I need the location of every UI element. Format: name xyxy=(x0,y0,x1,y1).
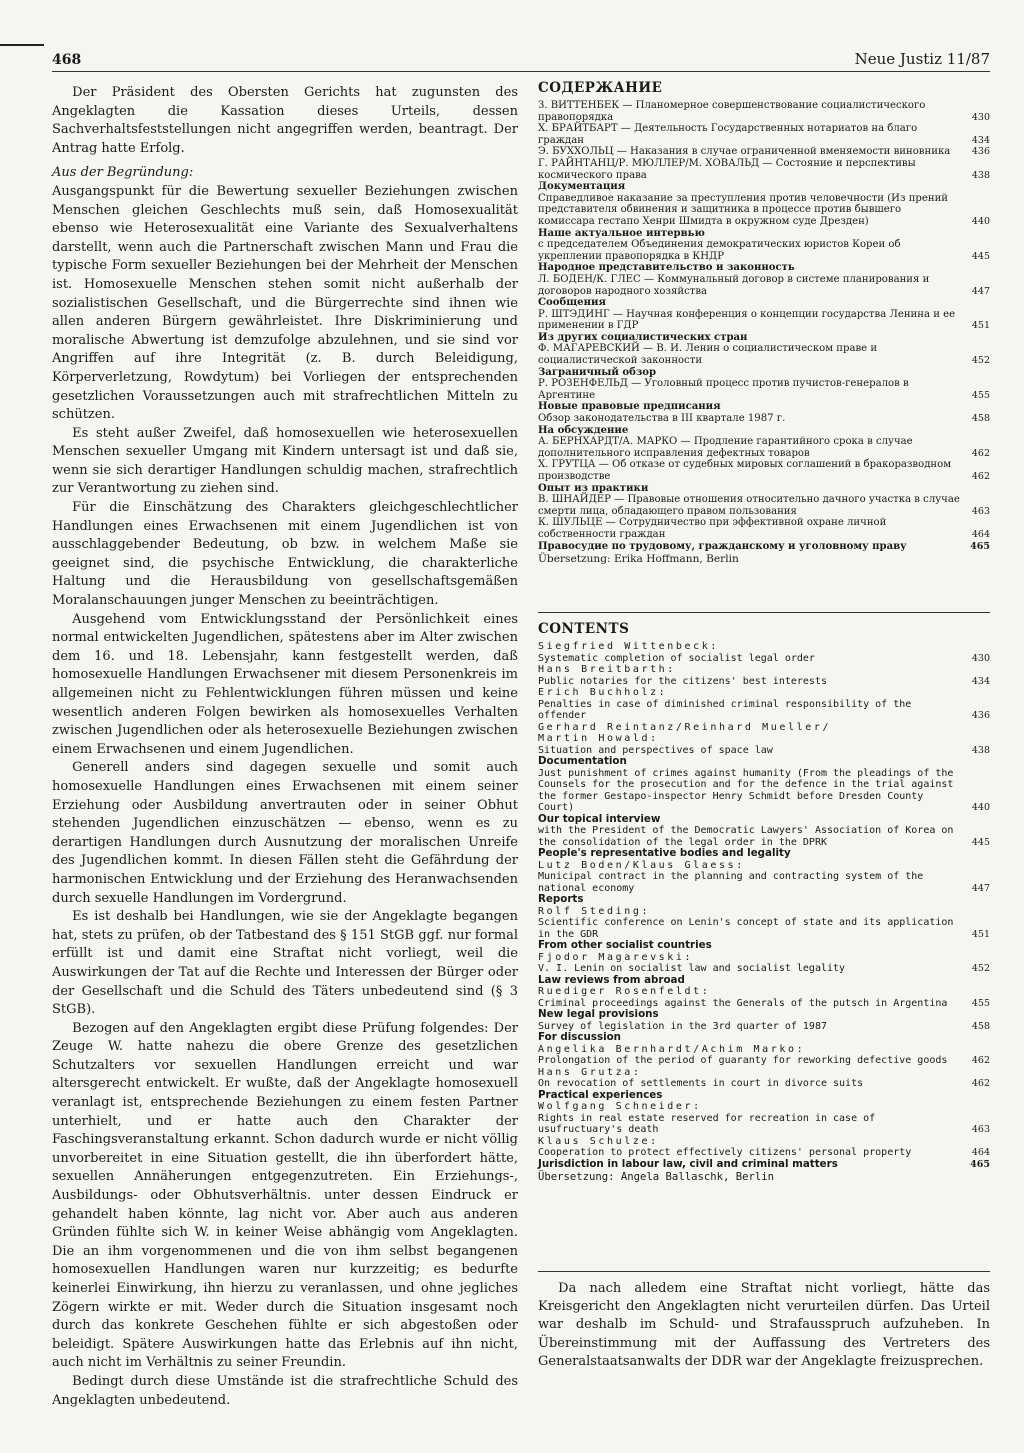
article-paragraph: Bezogen auf den Angeklagten ergibt diese Prüfung folgendes: Der Zeuge W. hatte nahezu die obere Grenze des gesetzlichen Schutzalters vor sexuellen Handlungen erreicht und war altersgerecht entwickelt. Er wußte, daß der Angeklagte homosexuell veranlagt ist, entsprechende Beziehungen zu einem festen Partner unterhielt, und er hatte auch den Charakter der Faschingsveranstaltung erkannt. Schon dadurch wurde er nicht völlig unvorbereitet in eine Situation gestellt, die ihn überfordert hätte, sexuellen Annäherungen entgegenzutreten. Ein Erziehungs-, Ausbildungs- oder Obhutsverhältnis. unter dessen Eindruck er gehandelt haben könnte, lag nicht vor. Aber auch aus anderen Gründen fühlte sich W. in keiner Weise abhängig vom Angeklagten. Die an ihm vorgenommenen und die von ihm selbst begangenen homosexuellen Handlungen waren nur kurzzeitig; es bedurfte keinerlei Einwirkung, ihn hierzu zu veranlassen, und ohne jegliches Zögern wirkte er mit. Weder durch die Situation insgesamt noch durch das konkrete Geschehen fühlte er sich abgestoßen oder beleidigt. Spätere Auswirkungen hatte das Erlebnis auf ihn nicht, auch nicht im Verhältnis zu seiner Freundin. xyxy=(52,1020,518,1371)
toc-entry-text: Klaus Schulze: xyxy=(538,1135,659,1147)
toc-entry-text: На обсуждение xyxy=(538,424,629,436)
russian-contents-title: СОДЕРЖАНИЕ xyxy=(538,80,663,96)
toc-author xyxy=(538,722,990,734)
toc-entry xyxy=(538,436,990,459)
toc-page-number: 438 xyxy=(971,744,990,756)
toc-entry-text: Law reviews from abroad xyxy=(538,973,685,986)
toc-entry-text: Hans Grutza: xyxy=(538,1066,642,1078)
toc-entry-text: Scientific conference on Lenin's concept of state and its application in the GDR xyxy=(538,917,954,940)
toc-section-heading xyxy=(538,262,990,274)
toc-page-number: 462 xyxy=(971,471,990,482)
toc-page-number: 440 xyxy=(971,215,990,227)
toc-page-number: 452 xyxy=(971,355,990,367)
toc-author xyxy=(538,906,990,918)
article-paragraph: Es steht außer Zweifel, daß homosexuellen wie heterosexuellen Menschen sexueller Umgang mit Kindern untersagt ist und daß sie, wenn sie sich derartiger Handlungen schuldig machen, strafrechtlich zur Verantwortung zu ziehen sind. xyxy=(52,425,518,497)
toc-entry-text: Municipal contract in the planning and contracting system of the national economy xyxy=(538,871,924,894)
toc-entry-text: Gerhard Reintanz/Reinhard Mueller/ xyxy=(538,721,832,733)
toc-entry-text: Х. ГРУТЦА — Об отказе от судебных мировых соглашений в бракоразводном производстве xyxy=(538,459,952,482)
toc-entry-text: Э. БУХХОЛЬЦ — Наказания в случае ограниченной вменяемости виновника xyxy=(538,146,951,158)
toc-entry-text: Заграничный обзор xyxy=(538,366,657,378)
toc-entry xyxy=(538,676,990,688)
article-paragraph: Für die Einschätzung des Charakters gleichgeschlechtlicher Handlungen eines Erwachsenen mit einem Jugendlichen ist von ausschlaggebender Bedeutung, ob bzw. in welchem Maße sie geeignet sind, die psychische Entwicklung, die charakterliche Haltung und die Herausbildung von gesellschaftsgemäßen Moralanschauungen junger Menschen zu beeinträchtigen. xyxy=(52,500,518,609)
toc-entry xyxy=(538,1113,990,1136)
article-subheading: Aus der Begründung: xyxy=(52,165,194,181)
journal-title: Neue Justiz 11/87 xyxy=(854,50,990,68)
article-paragraph: Es ist deshalb bei Handlungen, wie sie der Angeklagte begangen hat, stets zu prüfen, ob der Tatbestand des § 151 StGB ggf. nur formal erfüllt ist und damit eine Straftat nicht vorliegt, weil die Auswirkungen der Tat auf die Rechte und Interessen der Bürger oder der Gesellschaft und die Schuld des Täters unbedeutend sind (§ 3 StGB). xyxy=(52,909,518,1018)
toc-entry-text: X. БРАЙТБАРТ — Деятельность Государственных нотариатов на благо граждан xyxy=(538,123,918,146)
toc-entry-text: Rolf Steding: xyxy=(538,905,651,917)
toc-section-heading xyxy=(538,297,990,309)
toc-entry-text: З. ВИТТЕНБЕК — Планомерное совершенствование социалистического правопорядка xyxy=(538,100,926,123)
toc-page-number: 434 xyxy=(971,675,990,687)
toc-entry xyxy=(538,825,990,848)
toc-entry-text: Р. ШТЭДИНГ — Научная конференция о концепции государства Ленина и ее применении в ГДР xyxy=(538,308,956,332)
toc-entry-text: с председателем Объединения демократических юристов Кореи об укреплении правопорядка в КНДР xyxy=(538,239,901,262)
toc-entry-text: Fjodor Magarevski: xyxy=(538,951,694,963)
header-rule xyxy=(52,71,990,72)
toc-page-number: 463 xyxy=(971,1124,990,1135)
toc-page-number: 434 xyxy=(971,134,990,146)
toc-page-number: 436 xyxy=(971,710,990,721)
toc-entry xyxy=(538,239,990,262)
toc-entry xyxy=(538,146,990,158)
toc-page-number: 451 xyxy=(971,928,990,940)
toc-entry xyxy=(538,917,990,940)
toc-entry-text: Just punishment of crimes against humanity (From the pleadings of the Counsels for the prosecution and for the defence in the trial against the former Gestapo-inspector Henry Schmidt before Dresden County Court) xyxy=(538,767,954,813)
toc-entry-text: А. БЕРНХАРДТ/А. МАРКО — Продление гарантийного срока в случае дополнительного исправления дефектных товаров xyxy=(538,436,913,459)
toc-author xyxy=(538,952,990,964)
conclusion-rule xyxy=(538,1271,990,1272)
article-paragraph: Der Präsident des Obersten Gerichts hat zugunsten des Angeklagten die Kassation dieses Urteils, dessen Sachverhaltsfeststellungen nicht angegriffen werden, beantragt. Der Antrag hatte Erfolg. xyxy=(52,85,518,156)
toc-entry xyxy=(538,871,990,894)
toc-entry xyxy=(538,378,990,401)
toc-entry-text: К. ШУЛЬЦЕ — Сотрудничество при эффективной охране личной собственности граждан xyxy=(538,517,887,540)
toc-section-heading xyxy=(538,1032,990,1044)
toc-author xyxy=(538,986,990,998)
russian-contents-list xyxy=(538,100,990,566)
toc-page-number: 445 xyxy=(971,836,990,848)
toc-page-number: 440 xyxy=(971,802,990,813)
toc-page-number: 465 xyxy=(970,1158,990,1170)
toc-section-heading xyxy=(538,367,990,379)
toc-page-number: 430 xyxy=(971,652,990,664)
toc-entry-text: Reports xyxy=(538,893,584,905)
toc-entry-text: Situation and perspectives of space law xyxy=(538,744,773,756)
toc-page-number: 462 xyxy=(971,1055,990,1066)
toc-entry-text: Survey of legislation in the 3rd quarter of 1987 xyxy=(538,1020,827,1032)
toc-entry-text: Lutz Boden/Klaus Glaess: xyxy=(538,859,745,871)
toc-entry-text: Новые правовые предписания xyxy=(538,401,721,413)
article-paragraph: Ausgehend vom Entwicklungsstand der Persönlichkeit eines normal entwickelten Jugendlichen, spätestens aber im Alter zwischen dem 16. und 18. Lebensjahr, kann festgestellt werden, daß homosexuelle Handlungen Erwachsener mit diesem Personenkreis im allgemeinen nicht zu Fehlentwicklungen führen müssen und keine wesentlich anderen Folgen bewirken als homosexuelles Verhalten zwischen Jugendlichen oder als heterosexuelle Beziehungen zwischen einem Erwachsenen und einem Jugendlichen. xyxy=(52,611,518,757)
toc-section-heading xyxy=(538,228,990,240)
toc-section-heading xyxy=(538,1090,990,1102)
toc-author xyxy=(538,1136,990,1148)
toc-author xyxy=(538,664,990,676)
toc-entry-text: Public notaries for the citizens' best interests xyxy=(538,675,827,687)
toc-section-heading xyxy=(538,975,990,987)
corner-mark xyxy=(0,0,44,46)
toc-section-heading xyxy=(538,1159,990,1171)
toc-section-heading xyxy=(538,425,990,437)
toc-section-heading xyxy=(538,332,990,344)
toc-author xyxy=(538,687,990,699)
toc-entry xyxy=(538,1055,990,1067)
toc-section-heading xyxy=(538,483,990,495)
toc-author xyxy=(538,860,990,872)
toc-entry xyxy=(538,193,990,228)
toc-entry-text: Ruediger Rosenfeldt: xyxy=(538,986,711,997)
toc-entry xyxy=(538,517,990,540)
toc-entry-text: People's representative bodies and legality xyxy=(538,847,791,859)
toc-page-number: 458 xyxy=(971,413,990,425)
toc-author xyxy=(538,1101,990,1113)
toc-section-heading xyxy=(538,756,990,768)
toc-entry-text: Systematic completion of socialist legal order xyxy=(538,652,815,664)
article-column xyxy=(52,84,518,1410)
toc-entry-text: Siegfried Wittenbeck: xyxy=(538,641,720,652)
toc-entry xyxy=(538,309,990,332)
toc-page-number: 447 xyxy=(971,882,990,894)
contents-column xyxy=(538,80,990,1183)
translator-credit: Übersetzung: Erika Hoffmann, Berlin xyxy=(538,553,739,566)
page-header xyxy=(52,46,990,72)
toc-entry-text: Сообщения xyxy=(538,297,606,309)
toc-entry xyxy=(538,343,990,366)
toc-entry-text: Angelika Bernhardt/Achim Marko: xyxy=(538,1043,806,1055)
toc-author xyxy=(538,641,990,653)
toc-entry-text: Наше актуальное интервью xyxy=(538,227,705,239)
toc-author xyxy=(538,1067,990,1079)
toc-entry-text: Practical experiences xyxy=(538,1088,663,1101)
toc-section-heading xyxy=(538,1009,990,1021)
toc-entry xyxy=(538,413,990,425)
article-paragraph: Generell anders sind dagegen sexuelle und somit auch homosexuelle Handlungen eines Erwachsenen mit einem seiner Erziehung oder Ausbildung anvertrauten oder in seiner Obhut stehenden Jugendlichen einzuschätzen — ebenso, wenn es zu derartigen Handlungen durch Ausnutzung der moralischen Unreife des Jugendlichen kommt. In diesen Fällen steht die Gefährdung der harmonischen Entwicklung und der Erziehung des Heranwachsenden durch sexuelle Handlungen im Vordergrund. xyxy=(52,760,518,906)
translator-credit: Übersetzung: Angela Ballaschk, Berlin xyxy=(538,1171,774,1183)
toc-entry-text: В. ШНАЙДЕР — Правовые отношения относительно дачного участка в случае смерти лица, обладающего правом пользования xyxy=(538,494,960,517)
toc-entry-text: For discussion xyxy=(538,1031,622,1043)
page-number: 468 xyxy=(52,52,82,68)
toc-entry-text: New legal provisions xyxy=(538,1008,659,1020)
toc-section-heading xyxy=(538,848,990,860)
toc-entry-text: Jurisdiction in labour law, civil and criminal matters xyxy=(538,1157,838,1170)
toc-entry-text: Из других социалистических стран xyxy=(538,331,748,343)
toc-entry xyxy=(538,459,990,482)
toc-entry-text: Г. РАЙНТАНЦ/Р. МЮЛЛЕР/М. ХОВАЛЬД — Состояние и перспективы космического права xyxy=(538,157,916,181)
toc-page-number: 458 xyxy=(971,1020,990,1032)
toc-section-heading xyxy=(538,541,990,553)
toc-page-number: 462 xyxy=(971,447,990,459)
toc-page-number: 465 xyxy=(970,540,990,552)
toc-entry-text: Справедливое наказание за преступления против человечности (Из прений представителя обвинения и защитника в процессе против бывшего комиссара гестапо Хенри Шмидта в окружном суде Дрезден) xyxy=(538,192,949,227)
toc-author xyxy=(538,1044,990,1056)
toc-entry-text: Обзор законодательства в III квартале 1987 г. xyxy=(538,413,786,425)
toc-entry xyxy=(538,123,990,146)
toc-author xyxy=(538,733,990,745)
contents-divider xyxy=(538,612,990,613)
toc-section-heading xyxy=(538,401,990,413)
toc-entry xyxy=(538,100,990,123)
toc-entry-text: On revocation of settlements in court in divorce suits xyxy=(538,1078,864,1089)
toc-page-number: 455 xyxy=(971,389,990,401)
toc-entry-text: Our topical interview xyxy=(538,812,661,825)
toc-entry-text: Rights in real estate reserved for recreation in case of usufructuary's death xyxy=(538,1112,876,1135)
toc-section-heading xyxy=(538,181,990,193)
toc-section-heading xyxy=(538,940,990,952)
toc-entry-text: Cooperation to protect effectively citizens' personal property xyxy=(538,1147,912,1158)
toc-page-number: 452 xyxy=(971,963,990,974)
toc-entry-text: Hans Breitbarth: xyxy=(538,664,676,675)
english-contents-list xyxy=(538,641,990,1184)
toc-page-number: 463 xyxy=(971,505,990,517)
toc-entry-text: Р. РОЗЕНФЕЛЬД — Уголовный процесс против пучистов-генералов в Аргентине xyxy=(538,378,909,401)
russian-contents xyxy=(538,80,990,612)
toc-entry-text: Prolongation of the period of guaranty for reworking defective goods xyxy=(538,1055,948,1066)
toc-page-number: 430 xyxy=(971,111,990,123)
toc-entry-text: Penalties in case of diminished criminal responsibility of the offender xyxy=(538,698,912,721)
toc-page-number: 445 xyxy=(971,250,990,262)
toc-entry-text: V. I. Lenin on socialist law and socialist legality xyxy=(538,963,846,974)
toc-entry-text: Опыт из практики xyxy=(538,482,649,494)
toc-entry xyxy=(538,494,990,517)
english-contents-title: CONTENTS xyxy=(538,621,630,637)
toc-entry xyxy=(538,768,990,814)
toc-entry xyxy=(538,158,990,181)
toc-page-number: 436 xyxy=(971,146,990,158)
toc-entry-text: Documentation xyxy=(538,755,627,767)
toc-page-number: 455 xyxy=(971,997,990,1009)
toc-entry-text: Criminal proceedings against the Generals of the putsch in Argentina xyxy=(538,997,948,1009)
toc-entry-text: Wolfgang Schneider: xyxy=(538,1101,702,1112)
toc-entry-text: Правосудие по трудовому, гражданскому и уголовному праву xyxy=(538,540,907,552)
article-conclusion: Da nach alledem eine Straftat nicht vorliegt, hätte das Kreisgericht den Angeklagten nicht verurteilen dürfen. Das Urteil war deshalb im Schuld- und Strafausspruch aufzuheben. In Übereinstimmung mit der Auffassung des Vertreters des Generalstaatsanwalts der DDR war der Angeklagte freizusprechen. xyxy=(538,1281,990,1369)
toc-section-heading xyxy=(538,814,990,826)
toc-page-number: 464 xyxy=(971,528,990,540)
article-paragraph: Bedingt durch diese Umstände ist die strafrechtliche Schuld des Angeklagten unbedeutend. xyxy=(52,1373,518,1408)
toc-page-number: 451 xyxy=(971,320,990,332)
toc-entry-text: Документация xyxy=(538,181,626,193)
article-paragraph: Ausgangspunkt für die Bewertung sexueller Beziehungen zwischen Menschen gleichen Geschlechts muß sein, daß Homosexualität ebenso wie Heterosexualität eine Variante des Sexualverhaltens darstellt, wenn auch die Partnerschaft zwischen Mann und Frau die typische Form sexueller Beziehungen bei der Mehrheit der Menschen ist. Homosexuelle Menschen stehen somit nicht außerhalb der sozialistischen Gesellschaft, und die Bürgerrechte sind ihnen wie allen anderen Bürgern gewährleistet. Ihre Diskriminierung und moralische Abwertung ist demzufolge abzulehnen, und sie sind vor Angriffen auf ihre Integrität (z. B. durch Beleidigung, Körperverletzung, Rowdytum) bei Vorliegen der entsprechenden gesetzlichen Voraussetzungen auch mit strafrechtlichen Mitteln zu schützen. xyxy=(52,183,518,423)
toc-page-number: 464 xyxy=(971,1147,990,1158)
toc-page-number: 462 xyxy=(971,1078,990,1089)
toc-page-number: 438 xyxy=(971,169,990,181)
toc-entry-text: Erich Buchholz: xyxy=(538,687,668,698)
english-contents xyxy=(538,621,990,1183)
toc-page-number: 447 xyxy=(971,285,990,297)
toc-entry-text: From other socialist countries xyxy=(538,939,712,951)
article-conclusion-block xyxy=(538,1271,990,1371)
toc-entry xyxy=(538,653,990,665)
toc-entry xyxy=(538,274,990,297)
toc-entry-text: Л. БОДЕН/К. ГЛЕС — Коммунальный договор в системе планирования и договоров народного хозяйства xyxy=(538,273,930,297)
toc-entry-text: Martin Howald: xyxy=(538,733,659,744)
toc-entry-text: with the President of the Democratic Lawyers' Association of Korea on the consolidation of the legal order in the DPRK xyxy=(538,825,954,848)
toc-entry-text: Народное представительство и законность xyxy=(538,262,795,274)
toc-entry xyxy=(538,699,990,722)
toc-entry-text: Ф. МАГАРЕВСКИЙ — В. И. Ленин о социалистическом праве и социалистической законности xyxy=(538,343,878,367)
toc-section-heading xyxy=(538,894,990,906)
